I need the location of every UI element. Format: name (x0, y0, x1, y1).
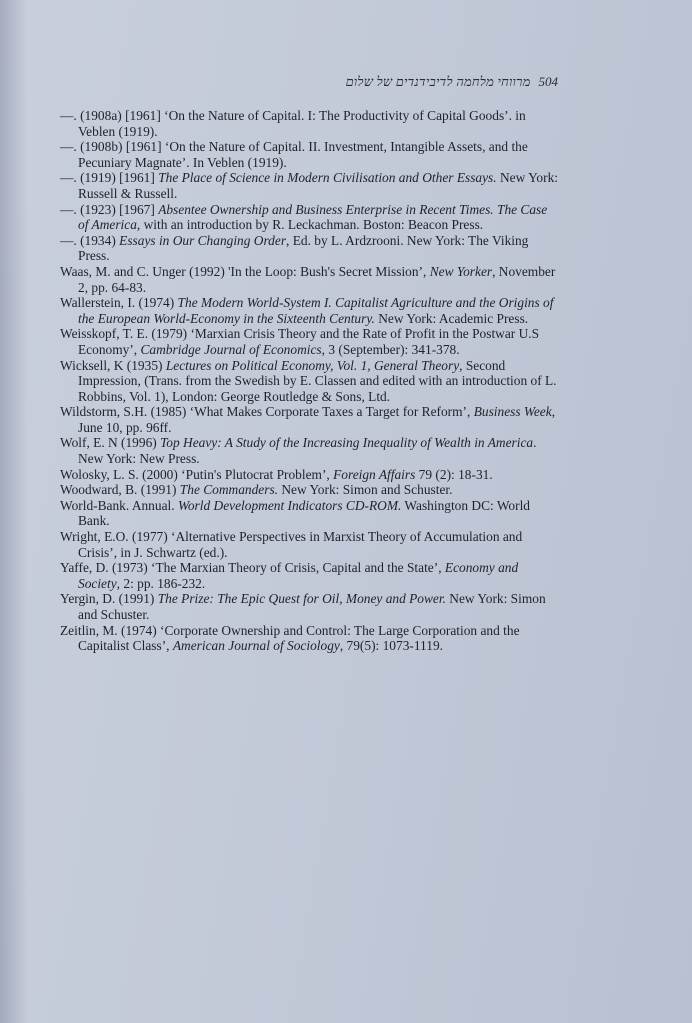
reference-text: Wallerstein, I. (1974) (60, 295, 178, 311)
running-title: מרווחי מלחמה לדיבידנדים של שלום (345, 74, 531, 89)
reference-text: New York: Academic Press. (374, 310, 529, 326)
reference-text: , with an introduction by R. Leckachman. Boston: Beacon Press. (136, 217, 484, 233)
page-number: 504 (538, 74, 558, 89)
reference-title: The Commanders. (179, 482, 278, 498)
reference-text: , June 10, pp. 96ff. (78, 404, 556, 435)
reference-text: . New York: New Press. (78, 435, 537, 467)
reference-entry (60, 591, 560, 622)
reference-title: The Place of Science in Modern Civilisation and Other Essays. (158, 170, 497, 186)
reference-entry (60, 170, 560, 201)
reference-text: 79 (2): 18-31. (415, 466, 493, 482)
reference-text: Zeitlin, M. (1974) ‘Corporate Ownership and Control: The Large Corporation and the Capitalist Class’, (60, 622, 520, 654)
reference-title: Cambridge Journal of Economics (140, 341, 322, 357)
reference-text: —. (1934) (60, 232, 120, 248)
reference-entry (60, 498, 560, 529)
reference-title: The Prize: The Epic Quest for Oil, Money and Power. (157, 591, 446, 607)
reference-entry (60, 482, 560, 498)
reference-text: —. (1919) [1961] (60, 170, 159, 186)
reference-entry (60, 435, 560, 466)
reference-text: , Ed. by L. Ardzrooni. New York: The Viking Press. (78, 232, 529, 264)
reference-text: New York: Russell & Russell. (78, 170, 559, 201)
reference-title: Lectures on Political Economy, Vol. 1, General Theory (165, 357, 460, 373)
reference-entry (60, 233, 560, 264)
reference-entry (60, 202, 560, 233)
reference-text: Yergin, D. (1991) (60, 591, 158, 607)
reference-text: New York: Simon and Schuster. (278, 482, 453, 498)
reference-title: Essays in Our Changing Order (119, 232, 287, 248)
reference-title: Top Heavy: A Study of the Increasing Inequality of Wealth in America (160, 435, 534, 451)
reference-text: , Second Impression, (Trans. from the Swedish by E. Classen and edited with an introduction of L. Robbins, Vol. 1), London: George Routledge & Sons, Ltd. (78, 357, 557, 404)
reference-entry (60, 358, 560, 405)
reference-text: Wicksell, K (1935) (60, 357, 166, 373)
reference-entry (60, 404, 560, 435)
reference-text: Yaffe, D. (1973) ‘The Marxian Theory of Crisis, Capital and the State’, (60, 560, 445, 576)
reference-entry (60, 529, 560, 560)
reference-text: , 2: pp. 186-232. (116, 575, 206, 591)
reference-title: New Yorker (429, 263, 493, 279)
reference-text: —. (1908a) [1961] ‘On the Nature of Capital. I: The Productivity of Capital Goods’. in Veblen (1919). (60, 108, 526, 139)
reference-text: World-Bank. Annual. (60, 497, 178, 513)
reference-text: Wolosky, L. S. (2000) ‘Putin's Plutocrat Problem’, (60, 466, 334, 482)
reference-title: American Journal of Sociology (172, 638, 340, 654)
reference-text: Woodward, B. (1991) (60, 482, 180, 498)
reference-title: Foreign Affairs (333, 466, 416, 482)
reference-title: Economy and Society (78, 560, 519, 591)
reference-text: , 79(5): 1073-1119. (339, 638, 443, 654)
reference-title: Absentee Ownership and Business Enterprise in Recent Times. The Case of America (78, 201, 548, 233)
reference-text: Washington DC: World Bank. (78, 497, 530, 529)
reference-text: —. (1908b) [1961] ‘On the Nature of Capital. II. Investment, Intangible Assets, and the Pecuniary Magnate’. In Veblen (1919). (60, 139, 528, 170)
reference-entry (60, 326, 560, 357)
reference-title: The Modern World-System I. Capitalist Agriculture and the Origins of the European World-Economy in the Sixteenth Century. (78, 295, 554, 326)
reference-text: , 3 (September): 341-378. (321, 341, 460, 357)
reference-text: Wolf, E. N (1996) (60, 435, 161, 451)
reference-text: —. (1923) [1967] (60, 201, 159, 217)
reference-entry (60, 264, 560, 295)
running-header (340, 74, 558, 90)
reference-entry (60, 623, 560, 654)
reference-title: World Development Indicators CD-ROM. (177, 497, 402, 513)
reference-text: Weisskopf, T. E. (1979) ‘Marxian Crisis Theory and the Rate of Profit in the Postwar U.S Economy’, (60, 326, 540, 357)
reference-text: New York: Simon and Schuster. (78, 591, 546, 622)
reference-entry (60, 139, 560, 170)
reference-entry (60, 295, 560, 326)
reference-text: , November 2, pp. 64-83. (78, 263, 556, 295)
reference-list (60, 108, 560, 654)
reference-text: Wright, E.O. (1977) ‘Alternative Perspectives in Marxist Theory of Accumulation and Crisis’, in J. Schwartz (ed.). (60, 529, 523, 560)
reference-entry (60, 560, 560, 591)
reference-entry (60, 467, 560, 483)
reference-title: Business Week (473, 404, 552, 420)
reference-text: Waas, M. and C. Unger (1992) 'In the Loop: Bush's Secret Mission’, (60, 263, 430, 279)
reference-entry (60, 108, 560, 139)
reference-text: Wildstorm, S.H. (1985) ‘What Makes Corporate Taxes a Target for Reform’, (60, 404, 474, 420)
